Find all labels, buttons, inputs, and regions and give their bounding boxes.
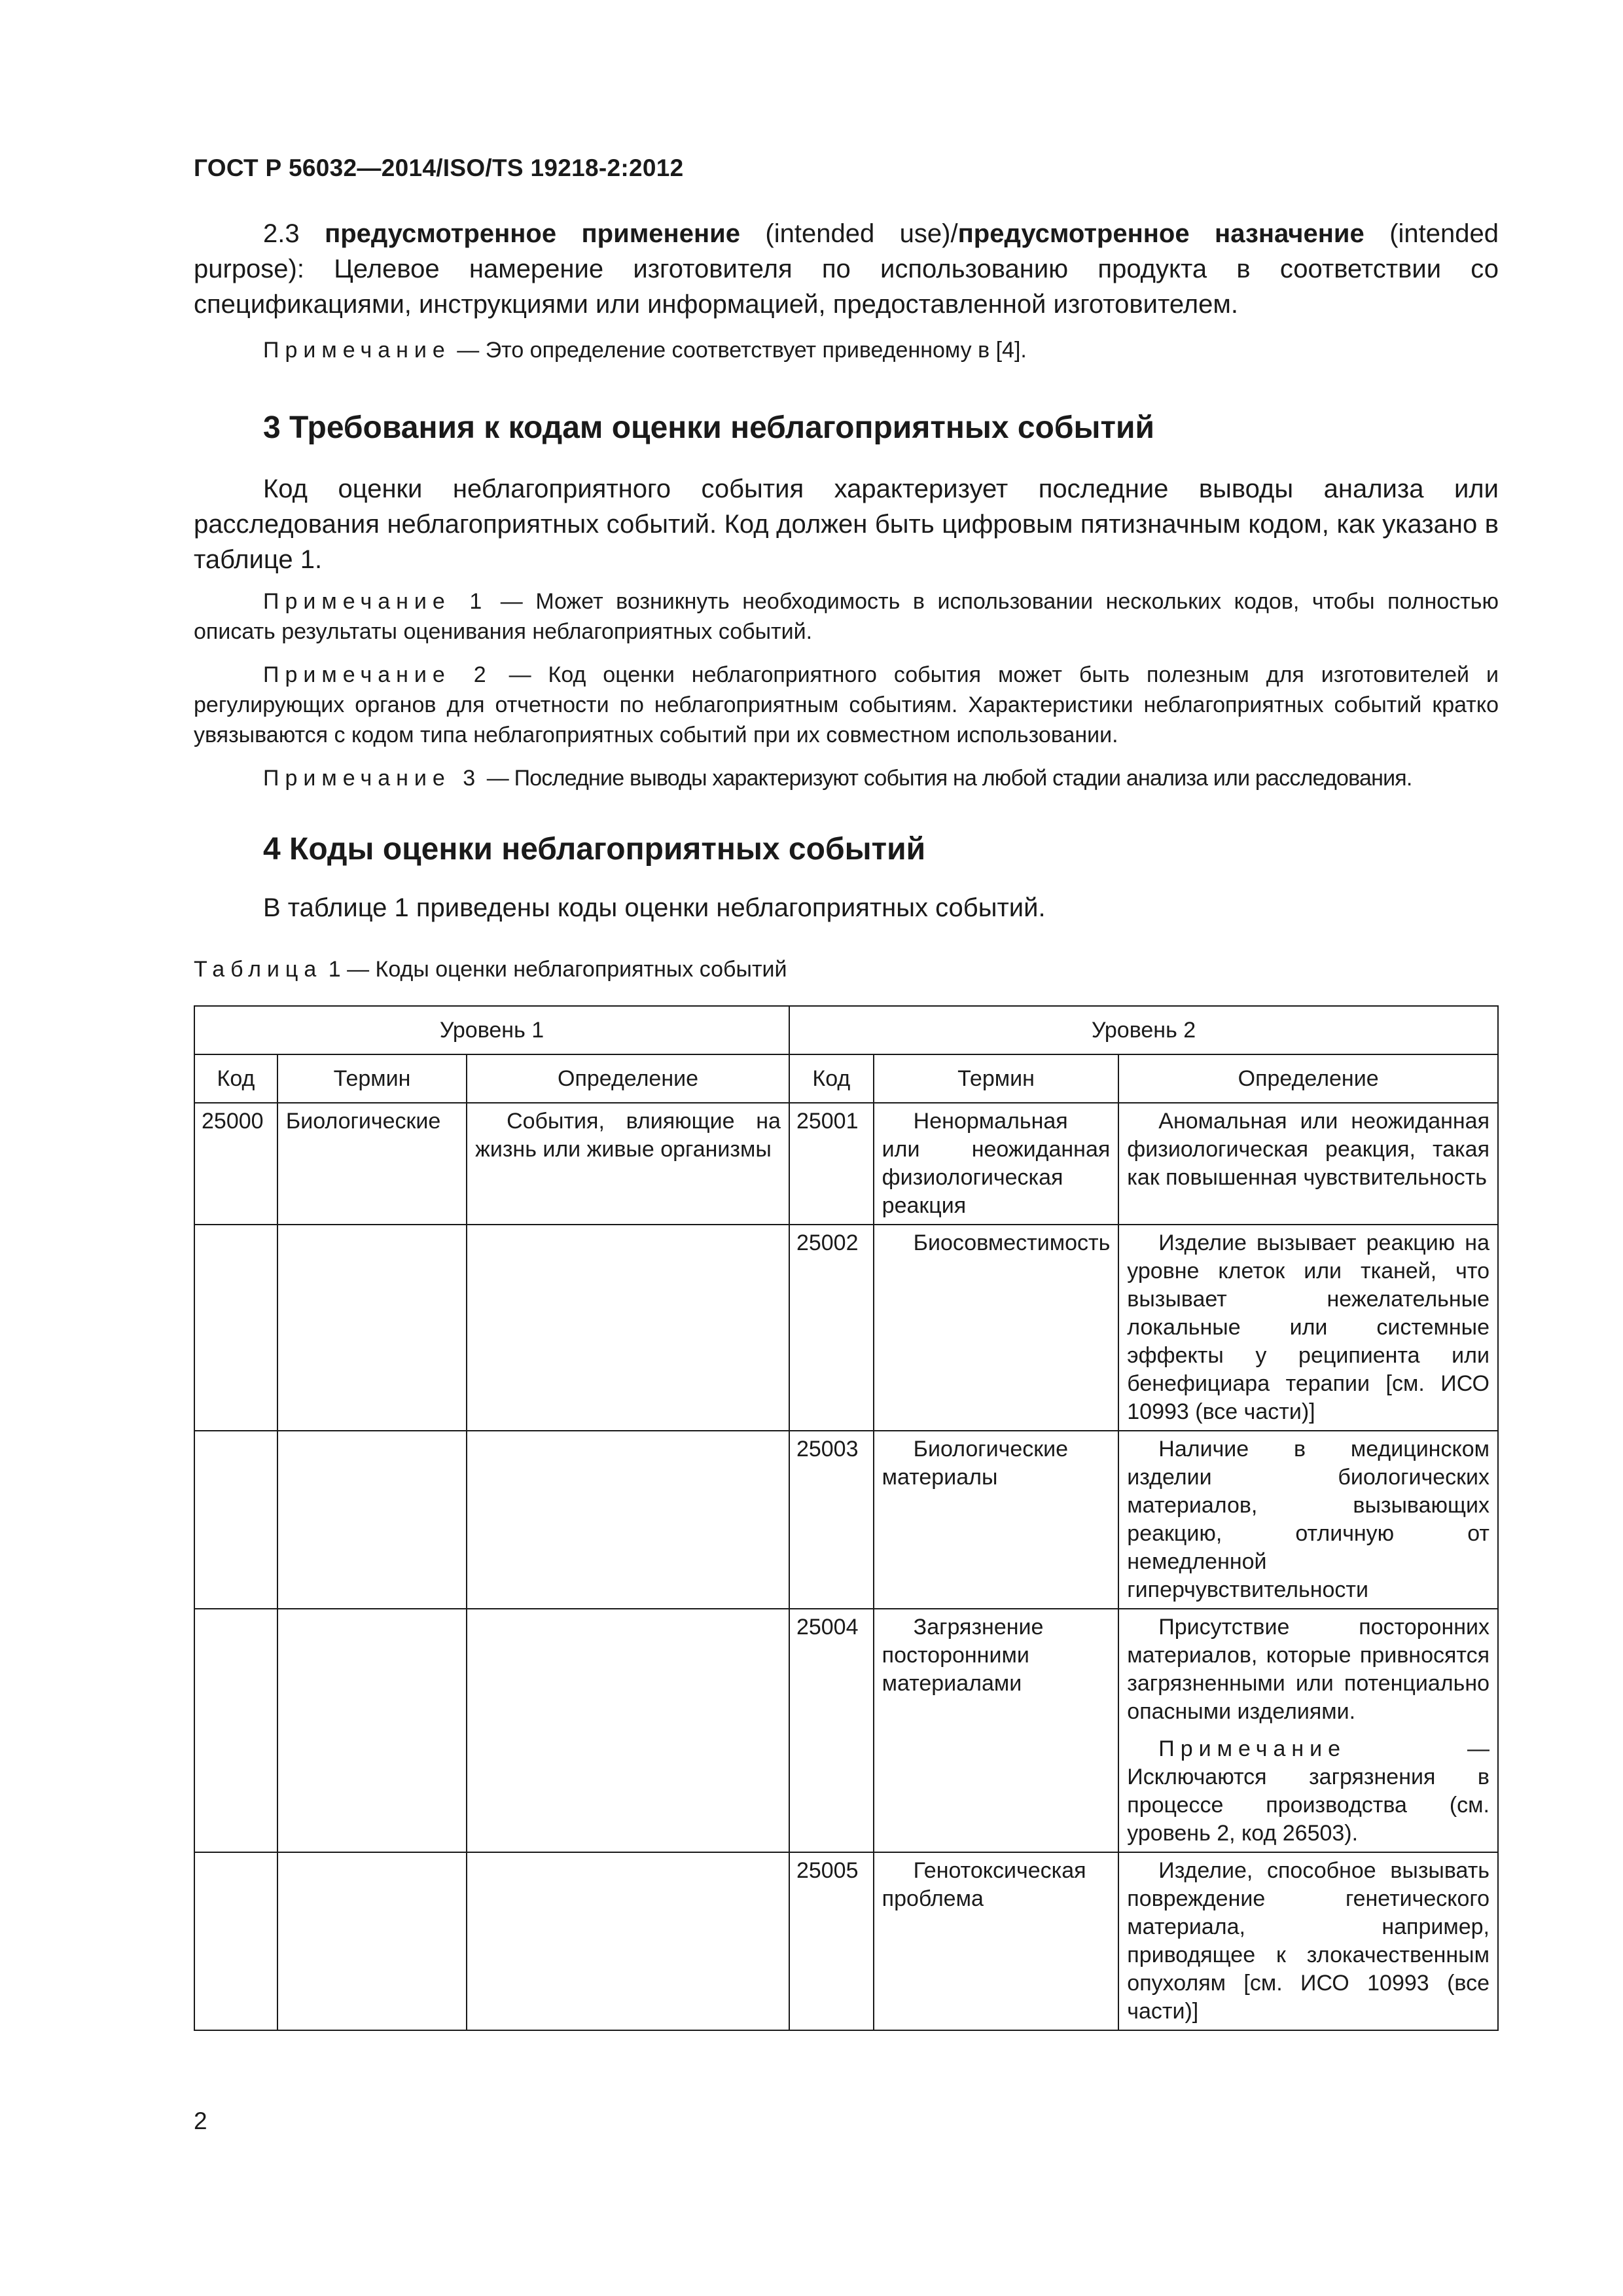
level-2-definition: Изделие вызывает реакцию на уровне клеток или тканей, что вызывает нежелательные локальные или системные эффекты у реципиента или бенефициара терапии [см. ИСО 10993 (все части)] [1118,1225,1498,1431]
level-2-code: 25004 [789,1609,874,1852]
note-label: Примечание [1158,1736,1347,1761]
table-caption-label: Таблица [194,957,323,982]
definition-text: (intended purpose): Целевое намерение изготовителя по использованию продукта в соответствии со спецификациями, инструкциями или информацией, предоставленной изготовителем. [194,219,1499,319]
empty-cell [467,1609,789,1852]
empty-cell [194,1609,277,1852]
level-1-term: Биологические [277,1103,467,1225]
level-2-definition-cell [1118,1609,1498,1852]
level-1-header: Уровень 1 [194,1006,789,1054]
level-2-code: 25005 [789,1852,874,2030]
codes-table [194,1005,1499,2031]
section-3-note-3 [194,763,1499,793]
definition-2-3 [194,216,1499,322]
section-3-heading: 3 Требования к кодам оценки неблагоприятных событий [263,410,1155,445]
col-header-term-1: Термин [277,1054,467,1103]
page-header: ГОСТ Р 56032—2014/ISO/TS 19218-2:2012 [194,154,684,181]
empty-cell [467,1225,789,1431]
level-2-code: 25002 [789,1225,874,1431]
section-3-paragraph: Код оценки неблагоприятного события характеризует последние выводы анализа или расследования неблагоприятных событий. Код должен быть цифровым пятизначным кодом, как указано в таблице 1. [194,475,1499,574]
level-2-term: Биологические материалы [874,1431,1119,1609]
empty-cell [277,1431,467,1609]
empty-cell [277,1852,467,2030]
note-text: — Код оценки неблагоприятного события может быть полезным для изготовителей и регулирующих органов для отчетности по неблагоприятным событиям. Характеристики неблагоприятных событий кратко увязываются с кодом типа неблагоприятных событий при их совместном использовании. [194,662,1499,747]
note-text: — Может возникнуть необходимость в использовании нескольких кодов, чтобы полностью описать результаты оценивания неблагоприятных событий. [194,589,1499,644]
col-header-definition-1: Определение [467,1054,789,1103]
col-header-code-2: Код [789,1054,874,1103]
note-label: Примечание 2 [263,662,492,687]
note-label: Примечание [263,338,451,363]
section-3-note-2 [194,660,1499,750]
level-2-code: 25001 [789,1103,874,1225]
level-2-term: Биосовместимость [874,1225,1119,1431]
table-caption [194,957,787,982]
level-1-code: 25000 [194,1103,277,1225]
level-1-definition: События, влияющие на жизнь или живые организмы [467,1103,789,1225]
note-label: Примечание 1 [263,589,488,614]
note-text: — Последние выводы характеризуют события на любой стадии анализа или расследования. [481,766,1412,791]
term-intended-use-en: (intended use)/ [765,219,958,248]
table-row [194,1609,1498,1852]
table-row [194,1431,1498,1609]
level-2-header: Уровень 2 [789,1006,1498,1054]
empty-cell [467,1852,789,2030]
empty-cell [194,1431,277,1609]
empty-cell [277,1609,467,1852]
level-2-term: Ненормальная или неожиданная физиологическая реакция [874,1103,1119,1225]
section-4-heading: 4 Коды оценки неблагоприятных событий [263,832,926,867]
note-text: — Исключаются загрязнения в процессе производства (см. уровень 2, код 26503). [1127,1736,1489,1846]
section-3-note-1 [194,586,1499,647]
note-text: — Это определение соответствует приведенному в [4]. [450,338,1027,363]
empty-cell [194,1225,277,1431]
col-header-code-1: Код [194,1054,277,1103]
table-row [194,1852,1498,2030]
level-2-definition: Наличие в медицинском изделии биологических материалов, вызывающих реакцию, отличную от немедленной гиперчувствительности [1118,1431,1498,1609]
empty-cell [194,1852,277,2030]
level-2-term: Генотоксическая проблема [874,1852,1119,2030]
table-row [194,1103,1498,1225]
empty-cell [277,1225,467,1431]
page-number: 2 [194,2108,207,2134]
level-2-definition: Аномальная или неожиданная физиологическая реакция, такая как повышенная чувствительность [1118,1103,1498,1225]
table-row [194,1225,1498,1431]
term-intended-purpose: предусмотренное назначение [957,219,1364,248]
clause-number: 2.3 [263,219,300,248]
table-level-header-row [194,1006,1498,1054]
col-header-term-2: Термин [874,1054,1119,1103]
empty-cell [467,1431,789,1609]
level-2-term: Загрязнение посторонними материалами [874,1609,1119,1852]
note-2-3 [194,335,1499,365]
table-caption-text: 1 — Коды оценки неблагоприятных событий [322,957,787,982]
table-note [1127,1735,1489,1848]
term-intended-use: предусмотренное применение [325,219,740,248]
level-2-code: 25003 [789,1431,874,1609]
section-4-paragraph: В таблице 1 приведены коды оценки неблагоприятных событий. [263,893,1046,922]
col-header-definition-2: Определение [1118,1054,1498,1103]
level-2-definition: Изделие, способное вызывать повреждение генетического материала, например, приводящее к злокачественным опухолям [см. ИСО 10993 (все части)] [1118,1852,1498,2030]
table-column-header-row [194,1054,1498,1103]
note-label: Примечание 3 [263,766,482,791]
level-2-definition: Присутствие посторонних материалов, которые привносятся загрязненными или потенциально опасными изделиями. [1127,1615,1489,1724]
